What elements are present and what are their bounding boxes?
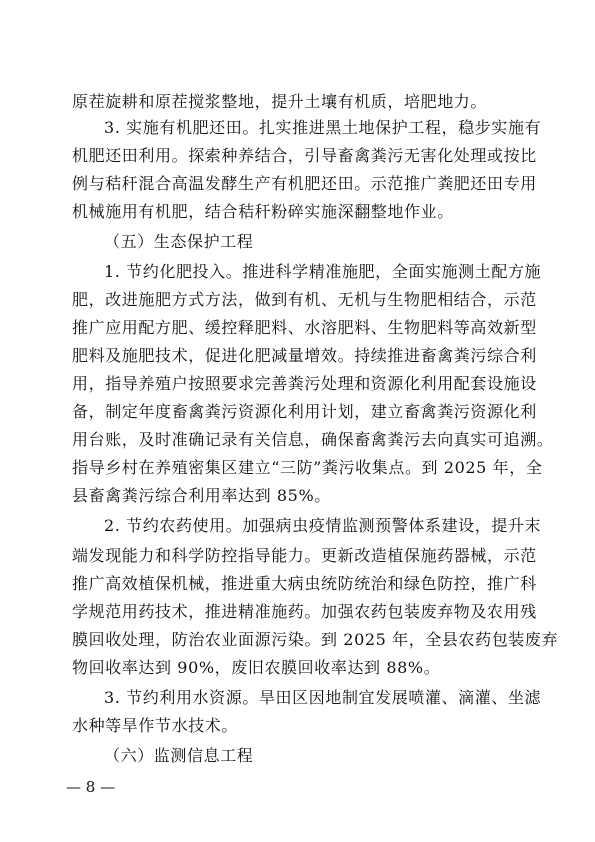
section-heading: （六）监测信息工程 [104,746,254,765]
paragraph-line: 肥，改进施肥方式方法，做到有机、无机与生物肥相结合，示范 [72,290,537,309]
paragraph-line: 肥料及施肥技术，促进化肥减量增效。持续推进畜禽粪污综合利 [72,346,537,365]
paragraph-line: 2. 节约农药使用。加强病虫疫情监测预警体系建设，提升末 [104,516,542,535]
paragraph-line: 3. 节约利用水资源。旱田区因地制宜发展喷灌、滴灌、坐滤 [104,688,542,707]
paragraph-line: 物回收率达到 90%，废旧农膜回收率达到 88%。 [72,658,441,677]
paragraph-line: 机肥还田利用。探索种养结合，引导畜禽粪污无害化处理或按比 [72,146,537,165]
page-number: — 8 — [66,778,116,796]
paragraph-line: 学规范用药技术，推进精准施药。加强农药包装废弃物及农用残 [72,602,537,621]
paragraph-line: 机械施用有机肥，结合秸秆粉碎实施深翻整地作业。 [72,202,454,221]
paragraph-line: 例与秸秆混合高温发酵生产有机肥还田。示范推广粪肥还田专用 [72,174,537,193]
paragraph-line: 备，制定年度畜禽粪污资源化利用计划，建立畜禽粪污资源化利 [72,402,537,421]
paragraph-line: 推广应用配方肥、缓控释肥料、水溶肥料、生物肥料等高效新型 [72,318,537,337]
paragraph-line: 膜回收处理，防治农业面源污染。到 2025 年，全县农药包装废弃 [72,630,559,649]
section-heading: （五）生态保护工程 [104,232,254,251]
paragraph-line: 原茬旋耕和原茬搅浆整地，提升土壤有机质，培肥地力。 [72,92,488,111]
paragraph-line: 县畜禽粪污综合利用率达到 85%。 [72,486,331,505]
paragraph-line: 用，指导养殖户按照要求完善粪污处理和资源化利用配套设施设 [72,374,537,393]
paragraph-line: 1. 节约化肥投入。推进科学精准施肥，全面实施测土配方施 [104,262,542,281]
paragraph-line: 指导乡村在养殖密集区建立“三防”粪污收集点。到 2025 年，全 [72,458,543,477]
paragraph-line: 推广高效植保机械，推进重大病虫统防统治和绿色防控，推广科 [72,574,537,593]
paragraph-line: 端发现能力和科学防控指导能力。更新改造植保施药器械，示范 [72,546,537,565]
paragraph-line: 水种等旱作节水技术。 [72,716,239,735]
paragraph-line: 用台账，及时准确记录有关信息，确保畜禽粪污去向真实可追溯。 [72,430,554,449]
paragraph-line: 3. 实施有机肥还田。扎实推进黑土地保护工程，稳步实施有 [104,118,542,137]
